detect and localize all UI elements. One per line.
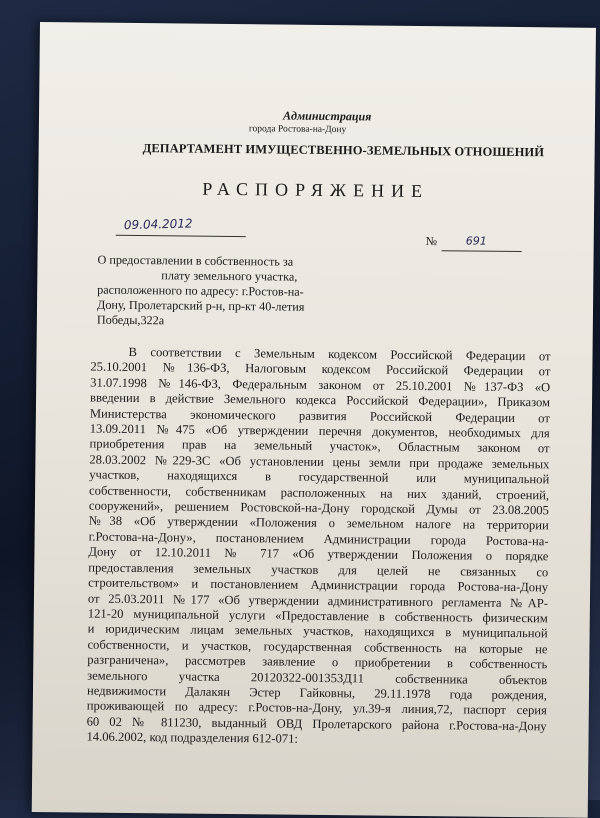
- body-line: 121-20 муниципальной услуги «Предоставление в собственность физическим: [87, 606, 548, 626]
- date-field: [116, 216, 246, 237]
- header-department: ДЕПАРТАМЕНТ ИМУЩЕСТВЕННО-ЗЕМЕЛЬНЫХ ОТНОШЕНИЙ: [142, 141, 545, 160]
- number-field: [442, 234, 522, 252]
- subject-line: Победы,322а: [96, 312, 165, 328]
- body-line: и юридическим лицам земельных участков, находящихся в муниципальной: [87, 621, 548, 641]
- body-line: 60 02 № 811230, выданный ОВД Пролетарского района г.Ростова-на-Дону: [86, 714, 547, 734]
- body-line: земельного участка 20120322-001353Д11 собственника объектов: [87, 668, 548, 687]
- body-line: проживающей по адресу: г.Ростов-на-Дону, ул.39-я линия,72, паспорт серия: [86, 698, 547, 718]
- body-line: Дону от 12.10.2011 № 717 «Об утверждении Положения о порядке: [88, 544, 549, 564]
- body-line: 28.03.2002 №229-ЗС «Об установлении цены земли при продаже земельных: [89, 452, 550, 472]
- document-title: РАСПОРЯЖЕНИЕ: [202, 178, 430, 202]
- number-value: 691: [465, 234, 487, 248]
- body-line: г.Ростова-на-Дону», постановлением Администрации города Ростова-на-: [88, 529, 549, 549]
- subject-block: [97, 253, 338, 331]
- header-city: города Ростова-на-Дону: [248, 124, 347, 136]
- body-line: участков, находящихся в государственной или муниципальной: [89, 467, 550, 487]
- body-line: собственности, собственникам расположенных на них зданий, строений,: [89, 483, 550, 503]
- body-line: введении в действие Земельного кодекса Российской Федерации», Приказом: [89, 390, 551, 410]
- body-line: Министерства экономического развития Российской Федерации от: [89, 406, 550, 425]
- document-page: [32, 22, 596, 818]
- number-label: №: [425, 234, 438, 249]
- body-line: приобретения прав на земельный участок», Областным законом от: [89, 436, 550, 456]
- body-line: 25.10.2001 №136-ФЗ, Налоговым кодексом Российской Федерации от: [90, 359, 551, 379]
- body-line: №38 «Об утверждении «Положения о земельном налоге на территории: [88, 514, 549, 533]
- body-line: от 25.03.2011 №177 «Об утверждении административного регламента №АР-: [87, 591, 549, 610]
- body-text: [86, 345, 550, 750]
- date-value: 09.04.2012: [123, 216, 193, 233]
- subject-line: расположенного по адресу: г.Ростов-на-: [97, 282, 304, 299]
- body-line: недвижимости Далакян Эстер Гайковны, 29.11.1978 года рождения,: [86, 683, 548, 703]
- body-line: собственности, и участков, государственная собственность на которые не: [87, 637, 548, 657]
- body-line: 13.09.2011 №475 «Об утверждении перечня документов, необходимых для: [89, 421, 550, 441]
- body-line: 31.07.1998 №146-ФЗ, Федеральным законом от 25.10.2001 №137-ФЗ «О: [90, 375, 551, 395]
- body-line: разграничена», рассмотрев заявление о приобретении в собственность: [87, 652, 548, 672]
- subject-line: О предоставлении в собственность за: [97, 252, 294, 269]
- body-line: 14.06.2002, код подразделения 612-071:: [86, 729, 299, 746]
- subject-line: Дону, Пролетарский р-н, пр-кт 40-летия: [96, 297, 305, 314]
- body-line: строительством» и постановлением Администрации города Ростова-на-Дону: [88, 575, 549, 595]
- subject-line: плату земельного участка,: [161, 268, 298, 284]
- body-line: предоставления земельных участков для целей не связанных со: [88, 560, 549, 580]
- body-line: В соответствии с Земельным кодексом Российской Федерации от: [128, 344, 551, 364]
- header-administration: Администрация: [282, 108, 372, 124]
- body-line: сооружений», решением Ростовской-на-Дону городской Думы от 23.08.2005: [88, 498, 549, 518]
